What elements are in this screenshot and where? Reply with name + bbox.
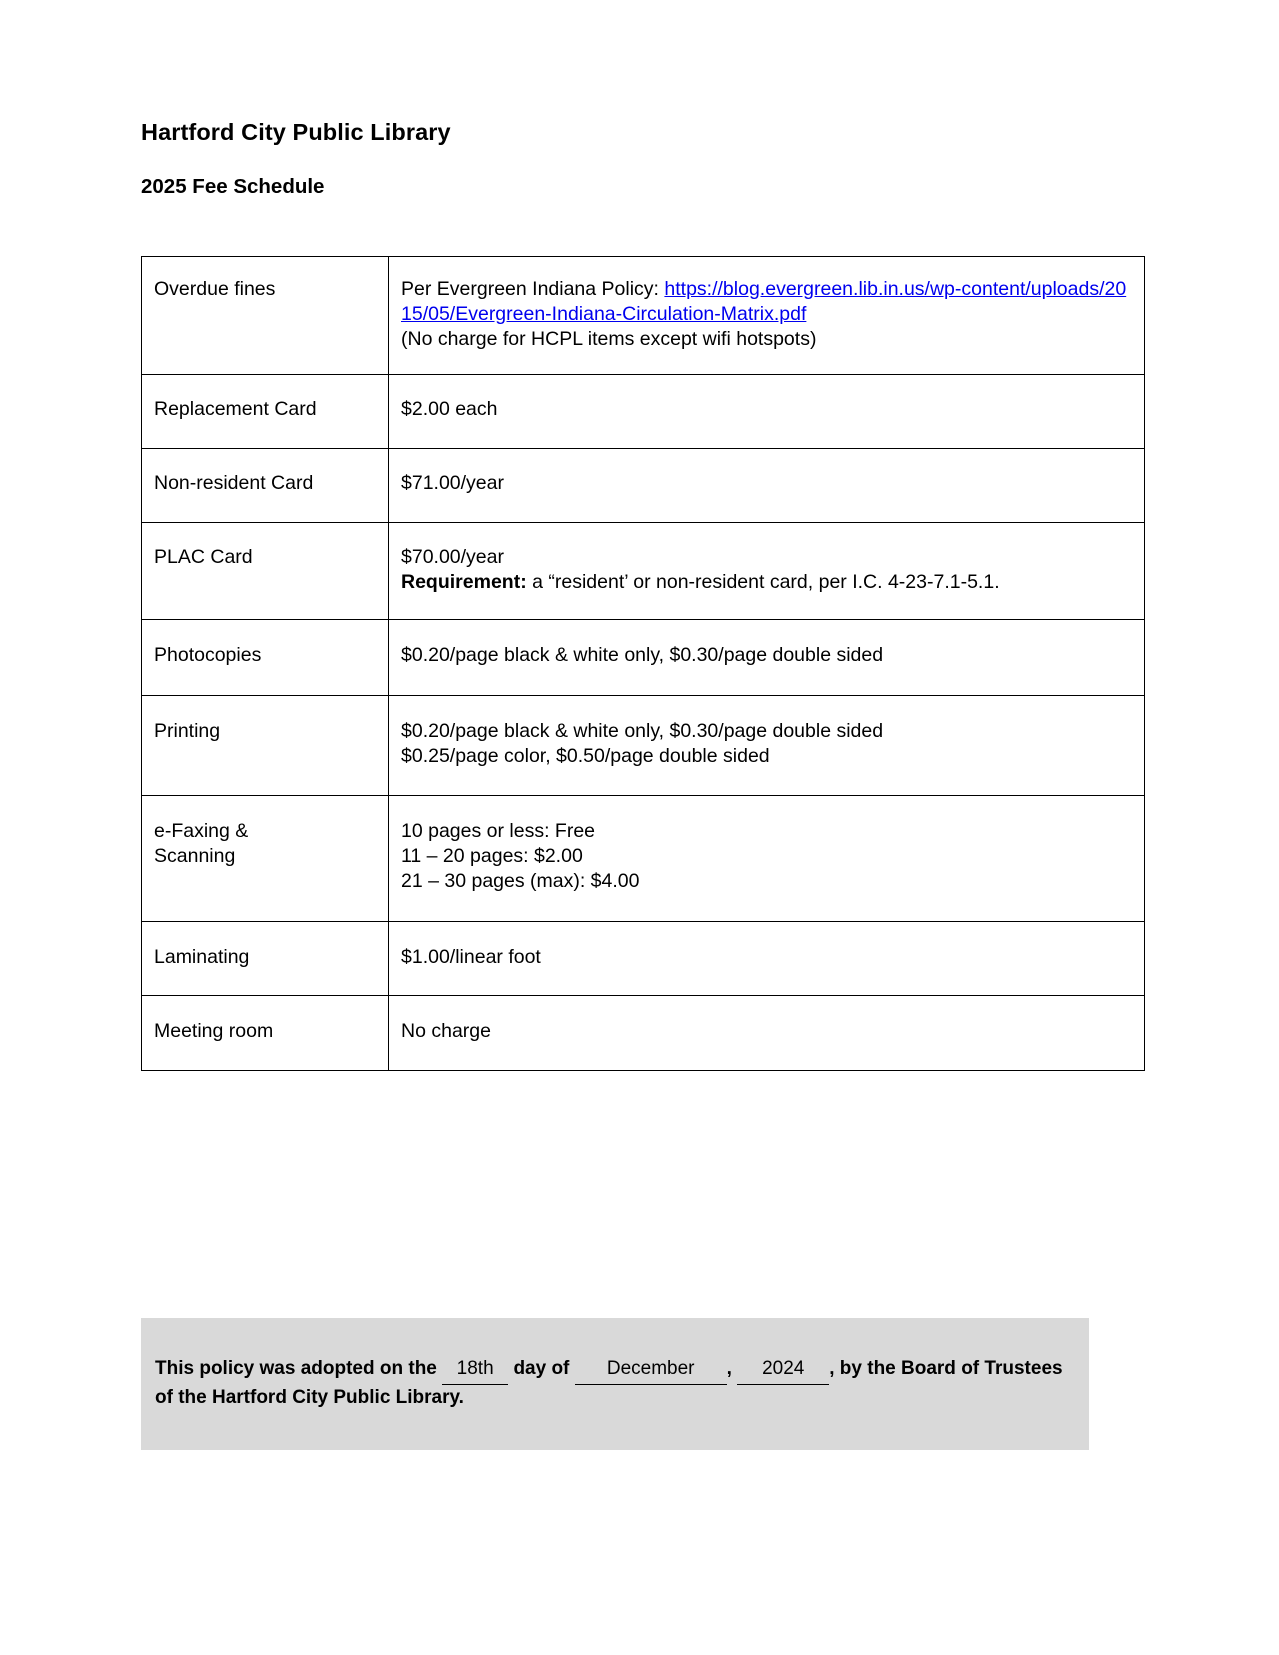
efax-tier-3: 21 – 30 pages (max): $4.00 — [401, 870, 640, 893]
fee-label-photocopies: Photocopies — [142, 620, 389, 696]
plac-requirement-label: Requirement: — [401, 571, 527, 594]
fee-value-plac-card — [389, 522, 1145, 620]
overdue-fines-prefix: Per Evergreen Indiana Policy: — [401, 277, 665, 300]
table-row — [142, 996, 1145, 1071]
printing-color-line: $0.25/page color, $0.50/page double sided — [401, 744, 770, 767]
plac-price: $70.00/year — [401, 545, 504, 568]
adoption-text-before-day: This policy was adopted on the — [155, 1358, 437, 1379]
adoption-month-field[interactable]: December — [575, 1356, 727, 1385]
fee-value-laminating: $1.00/linear foot — [389, 921, 1145, 996]
plac-requirement — [401, 570, 1134, 595]
table-row — [142, 522, 1145, 620]
adoption-line-two: Trustees of the Hartford City Public Library. — [155, 1358, 1063, 1408]
efax-tier-1: 10 pages or less: Free — [401, 819, 596, 842]
fee-value-non-resident-card: $71.00/year — [389, 448, 1145, 522]
plac-requirement-text: a “resident’ or non-resident card, per I.C. 4-23-7.1-5.1. — [526, 571, 1000, 594]
fee-label-meeting-room: Meeting room — [142, 996, 389, 1071]
adoption-year-field[interactable]: 2024 — [737, 1356, 829, 1385]
table-row — [142, 795, 1145, 921]
page-title: Hartford City Public Library — [141, 119, 451, 145]
efax-tier-2: 11 – 20 pages: $2.00 — [401, 845, 583, 867]
adoption-text-after-year: , by the Board of — [829, 1358, 980, 1379]
fee-value-meeting-room: No charge — [389, 996, 1145, 1071]
fee-label-overdue-fines: Overdue fines — [142, 256, 389, 374]
table-row — [142, 448, 1145, 522]
fee-value-photocopies: $0.20/page black & white only, $0.30/page double sided — [389, 620, 1145, 696]
adoption-text-day-of: day of — [513, 1358, 570, 1379]
adoption-comma: , — [726, 1358, 732, 1379]
table-row — [142, 375, 1145, 449]
page-subtitle: 2025 Fee Schedule — [141, 175, 325, 199]
table-row — [142, 696, 1145, 796]
fee-label-printing: Printing — [142, 696, 389, 796]
fee-value-replacement-card: $2.00 each — [389, 375, 1145, 449]
adoption-day-field[interactable]: 18th — [442, 1356, 508, 1385]
fee-label-laminating: Laminating — [142, 921, 389, 996]
table-row — [142, 256, 1145, 374]
fee-value-efaxing-scanning — [389, 795, 1145, 921]
evergreen-policy-link[interactable]: https://blog.evergreen.lib.in.us/wp-content/uploads/2015/05/Evergreen-Indiana-Circulation-Matrix.pdf — [401, 277, 1127, 326]
efax-label-line2: Scanning — [154, 845, 236, 867]
fee-label-replacement-card: Replacement Card — [142, 375, 389, 449]
fee-label-plac-card: PLAC Card — [142, 522, 389, 620]
efax-label-line1: e-Faxing & — [154, 819, 249, 842]
document-content — [141, 0, 1146, 1071]
table-row — [142, 921, 1145, 996]
fee-value-printing — [389, 696, 1145, 796]
table-row — [142, 620, 1145, 696]
printing-bw-line: $0.20/page black & white only, $0.30/page double sided — [401, 720, 884, 743]
fee-label-efaxing-scanning — [142, 795, 389, 921]
overdue-fines-note: (No charge for HCPL items except wifi hotspots) — [401, 328, 817, 351]
fee-schedule-table — [141, 256, 1145, 1071]
fee-label-non-resident-card: Non-resident Card — [142, 448, 389, 522]
fee-value-overdue-fines — [389, 256, 1145, 374]
adoption-statement — [141, 1318, 1089, 1450]
